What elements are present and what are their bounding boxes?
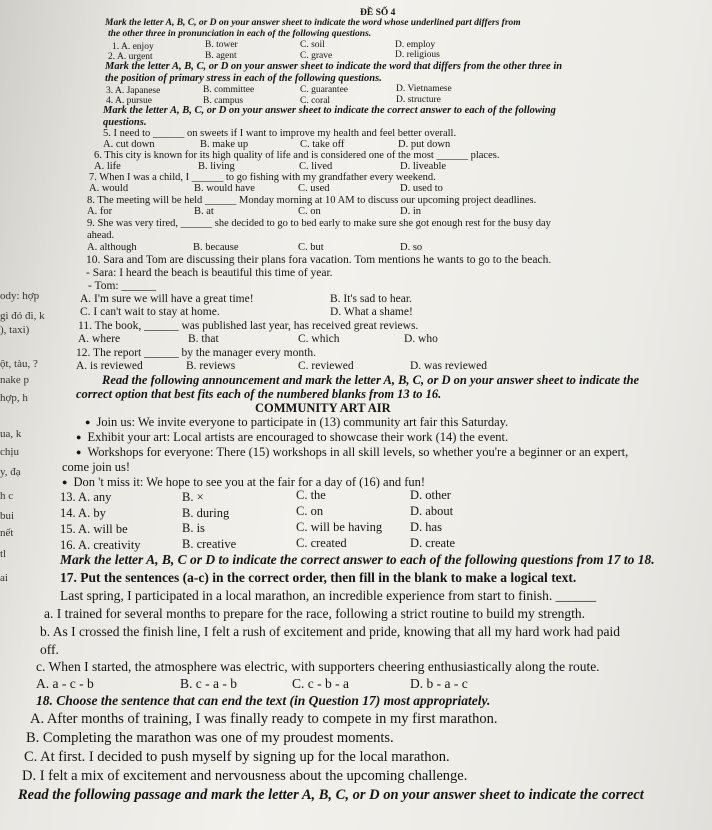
q13-option-c[interactable]: C. the (296, 488, 326, 502)
q11-stem: 11. The book, ______ was published last year, has received great reviews. (78, 320, 419, 332)
margin-fragment: bui (0, 510, 15, 522)
q16-option-b[interactable]: B. creative (182, 537, 237, 551)
margin-fragment: ody: hợp (0, 290, 40, 302)
q9-option-a[interactable]: A. although (87, 242, 137, 253)
margin-fragment: ột, tàu, ? (0, 358, 38, 370)
q17-option-b[interactable]: B. c - a - b (180, 676, 237, 691)
margin-fragment: h c (0, 490, 14, 502)
q5-option-b[interactable]: B. make up (200, 139, 249, 150)
q16-option-a[interactable]: 16. A. creativity (60, 538, 141, 552)
q6-option-a[interactable]: A. life (94, 161, 121, 172)
q4-option-c[interactable]: C. coral (300, 96, 331, 106)
q2-option-a[interactable]: 2. A. urgent (108, 52, 153, 62)
announcement-bullet-3-cont: come join us! (62, 460, 131, 474)
q13-option-a[interactable]: 13. A. any (60, 490, 112, 504)
q14-option-d[interactable]: D. about (410, 504, 454, 518)
q12-option-b[interactable]: B. reviews (186, 360, 236, 372)
q2-option-b[interactable]: B. agent (205, 51, 237, 61)
q12-stem: 12. The report ______ by the manager every month. (76, 347, 316, 359)
q3-option-b[interactable]: B. committee (203, 85, 255, 95)
q9-option-d[interactable]: D. so (400, 242, 423, 253)
announcement-bullet-4: ● Don 't miss it: We hope to see you at the fair for a day of (16) and fun! (62, 475, 425, 490)
margin-fragment: tl (0, 548, 7, 560)
q16-option-d[interactable]: D. create (410, 536, 456, 550)
q9-option-b[interactable]: B. because (193, 242, 239, 253)
q10-option-a[interactable]: A. I'm sure we will have a great time! (80, 293, 254, 305)
margin-fragment: chịu (0, 446, 19, 458)
section4-instruction: Read the following announcement and mark the letter A, B, C, or D on your answer sheet to indicate the (102, 373, 640, 387)
q4-option-a[interactable]: 4. A. pursue (106, 96, 152, 106)
q10-option-d[interactable]: D. What a shame! (330, 306, 413, 318)
q18-option-c[interactable]: C. At first. I decided to push myself by signing up for the local marathon. (24, 749, 450, 765)
q7-option-b[interactable]: B. would have (194, 183, 255, 194)
q8-option-b[interactable]: B. at (194, 206, 214, 217)
q11-option-b[interactable]: B. that (188, 333, 219, 345)
q8-option-c[interactable]: C. on (298, 206, 321, 217)
q1-option-a[interactable]: 1. A. enjoy (112, 42, 154, 52)
margin-fragment: ua, k (0, 428, 22, 440)
q2-option-d[interactable]: D. religious (395, 50, 440, 60)
section3-instruction: Mark the letter A, B, C, or D on your answer sheet to indicate the correct answer to each of the following (103, 105, 556, 116)
announcement-bullet-3: ● Workshops for everyone: There (15) workshops in all skill levels, so whether you're a beginner or an expert, (76, 445, 628, 460)
margin-fragment: ), taxi) (0, 324, 30, 336)
q15-option-c[interactable]: C. will be having (296, 520, 383, 534)
q4-option-b[interactable]: B. campus (203, 96, 244, 106)
q1-option-d[interactable]: D. employ (395, 40, 436, 50)
q17-intro: Last spring, I participated in a local marathon, an incredible experience from start to finish. ______ (60, 588, 597, 603)
q10-option-c[interactable]: C. I can't wait to stay at home. (80, 306, 220, 318)
q14-option-c[interactable]: C. on (296, 504, 324, 518)
q6-option-b[interactable]: B. living (198, 161, 235, 172)
q6-stem: 6. This city is known for its high quality of life and is considered one of the most ______ places. (94, 150, 500, 161)
q17-option-d[interactable]: D. b - a - c (410, 676, 468, 691)
q6-option-d[interactable]: D. liveable (400, 161, 447, 172)
margin-fragment: ai (0, 572, 8, 584)
margin-fragment: nake p (0, 374, 30, 386)
q9-stem: 9. She was very tired, ______ she decided to go to bed early to make sure she got enough rest for the busy day (87, 218, 551, 229)
q5-option-c[interactable]: C. take off (300, 139, 345, 150)
section3-instruction-cont: questions. (103, 117, 147, 128)
q7-option-a[interactable]: A. would (89, 183, 129, 194)
q17-sentence-b-cont: off. (40, 642, 59, 657)
q1-option-c[interactable]: C. soil (300, 40, 325, 50)
q15-option-d[interactable]: D. has (410, 520, 442, 534)
q4-option-d[interactable]: D. structure (396, 95, 441, 105)
q17-sentence-b: b. As I crossed the finish line, I felt a rush of excitement and pride, knowing that all my hard work had paid (40, 624, 620, 639)
announcement-bullet-2: ● Exhibit your art: Local artists are encouraged to showcase their work (14) the event. (76, 430, 508, 445)
q14-option-b[interactable]: B. during (182, 506, 230, 520)
q17-option-a[interactable]: A. a - c - b (36, 676, 94, 691)
q5-option-a[interactable]: A. cut down (103, 139, 155, 150)
q14-option-a[interactable]: 14. A. by (60, 506, 106, 520)
q10-sara-line: - Sara: I heard the beach is beautiful this time of year. (86, 267, 333, 279)
q7-option-c[interactable]: C. used (298, 183, 330, 194)
q13-option-d[interactable]: D. other (410, 488, 451, 502)
q15-option-b[interactable]: B. is (182, 521, 205, 535)
q9-option-c[interactable]: C. but (298, 242, 324, 253)
q10-tom-line: - Tom: ______ (88, 280, 156, 292)
q17-sentence-c: c. When I started, the atmosphere was electric, with supporters cheering enthusiastically along the route. (36, 659, 600, 674)
section1-instruction-cont: the other three in pronunciation in each of the following questions. (108, 29, 372, 39)
q1-option-b[interactable]: B. tower (205, 40, 238, 50)
q18-option-d[interactable]: D. I felt a mix of excitement and nervousness about the upcoming challenge. (22, 768, 468, 784)
q15-option-a[interactable]: 15. A. will be (60, 522, 128, 536)
q11-option-a[interactable]: A. where (78, 333, 121, 345)
q11-option-c[interactable]: C. which (298, 333, 340, 345)
margin-fragment: nết (0, 527, 14, 539)
q10-option-b[interactable]: B. It's sad to hear. (330, 293, 412, 305)
q12-option-c[interactable]: C. reviewed (298, 360, 354, 372)
section4-instruction-cont: correct option that best fits each of the numbered blanks from 13 to 16. (76, 387, 442, 401)
q3-option-a[interactable]: 3. A. Japanese (106, 86, 161, 96)
q11-option-d[interactable]: D. who (404, 333, 438, 345)
section5-instruction: Mark the letter A, B, C or D to indicate the correct answer to each of the following questions from 17 to 18. (60, 552, 655, 567)
q18-stem: 18. Choose the sentence that can end the text (in Question 17) most appropriately. (36, 693, 491, 708)
q7-option-d[interactable]: D. used to (400, 183, 443, 194)
q3-option-d[interactable]: D. Vietnamese (396, 84, 452, 94)
section2-instruction: Mark the letter A, B, C, or D on your answer sheet to indicate the word that differs from the other three in (105, 61, 563, 72)
q8-option-d[interactable]: D. in (400, 206, 421, 217)
q8-stem: 8. The meeting will be held ______ Monday morning at 10 AM to discuss our upcoming project deadlines. (87, 195, 537, 206)
q2-option-c[interactable]: C. grave (300, 51, 333, 61)
q8-option-a[interactable]: A. for (87, 206, 113, 217)
q5-option-d[interactable]: D. put down (398, 139, 451, 150)
q17-stem: 17. Put the sentences (a-c) in the correct order, then fill in the blank to make a logical text. (60, 570, 577, 585)
announcement-bullet-1: ● Join us: We invite everyone to participate in (13) community art fair this Saturday. (85, 415, 508, 430)
q17-option-c[interactable]: C. c - b - a (292, 676, 349, 691)
q18-option-b[interactable]: B. Completing the marathon was one of my proudest moments. (26, 730, 394, 746)
exam-code: ĐỀ SỐ 4 (360, 8, 396, 18)
q9-stem-cont: ahead. (87, 230, 115, 241)
margin-fragment: gì đó đi, k (0, 310, 45, 322)
q17-sentence-a: a. I trained for several months to prepare for the race, following a strict routine to build my strength. (44, 606, 585, 621)
q16-option-c[interactable]: C. created (296, 536, 347, 550)
q12-option-a[interactable]: A. is reviewed (76, 360, 143, 372)
next-section-instruction: Read the following passage and mark the letter A, B, C, or D on your answer sheet to indicate the correct (18, 787, 644, 803)
q12-option-d[interactable]: D. was reviewed (410, 360, 487, 372)
q13-option-b[interactable]: B. × (182, 490, 204, 504)
q18-option-a[interactable]: A. After months of training, I was finally ready to compete in my first marathon. (30, 711, 498, 727)
q10-stem: 10. Sara and Tom are discussing their plans fora vacation. Tom mentions he wants to go to the beach. (86, 254, 552, 266)
q5-stem: 5. I need to ______ on sweets if I want to improve my health and feel better overall. (103, 128, 457, 139)
announcement-title: COMMUNITY ART AIR (255, 401, 391, 415)
section2-instruction-cont: the position of primary stress in each of the following questions. (105, 73, 382, 84)
margin-fragment: y, đạ (0, 466, 21, 478)
q7-stem: 7. When I was a child, I ______ to go fishing with my grandfather every weekend. (89, 172, 436, 183)
section1-instruction: Mark the letter A, B, C, or D on your answer sheet to indicate the word whose underlined part differs from (105, 18, 521, 28)
q6-option-c[interactable]: C. lived (299, 161, 333, 172)
margin-fragment: hợp, h (0, 392, 28, 404)
q3-option-c[interactable]: C. guarantee (300, 85, 349, 95)
